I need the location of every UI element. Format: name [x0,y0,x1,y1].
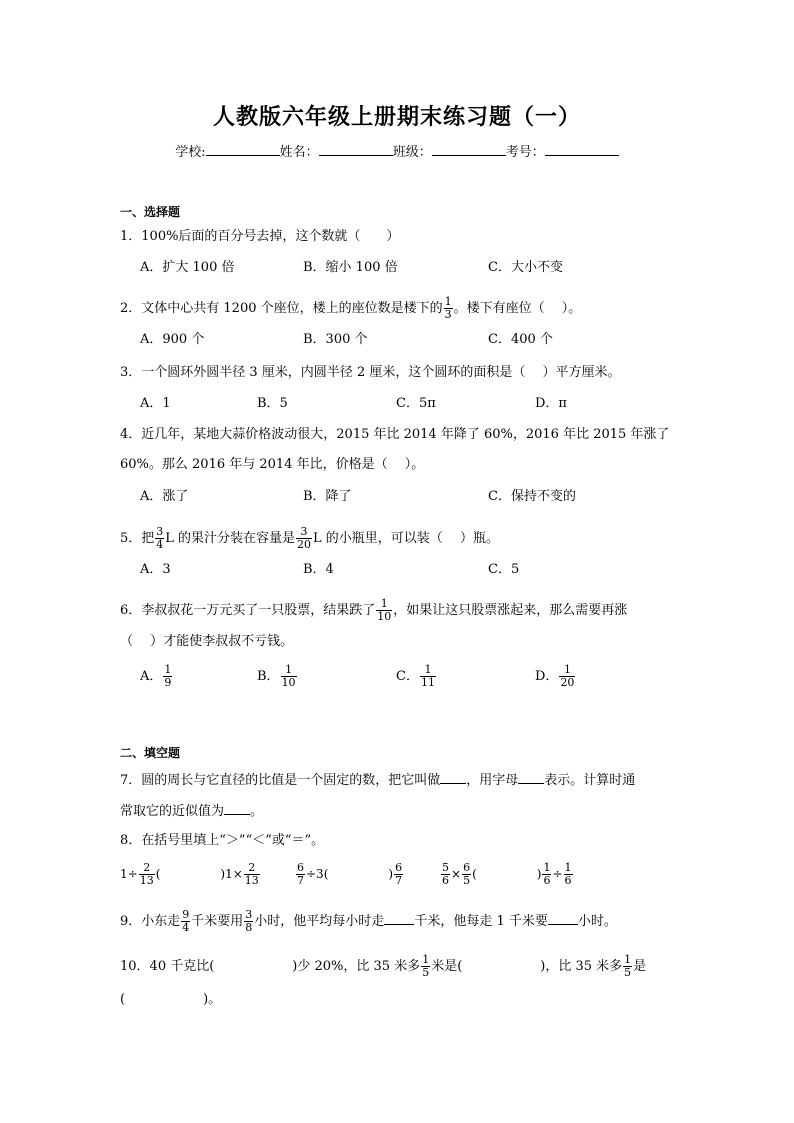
q5-option-b[interactable]: B．4 [303,562,334,577]
class-label: 班级： [392,145,432,160]
denominator: 3 [444,308,452,321]
expr-text: ÷3( ) [306,867,394,881]
q2-text-pre: 2．文体中心共有 1200 个座位，楼上的座位数是楼下的 [120,301,443,316]
numerator: 9 [182,908,190,921]
q6-option-d[interactable] [535,664,576,689]
q6-text-pre: 6．李叔叔花一万元买了一只股票，结果跌了 [120,603,376,618]
q2-option-a[interactable]: A．900 个 [140,332,205,347]
class-blank[interactable] [432,155,506,156]
q7-text-5: 。 [250,804,264,819]
denominator: 13 [244,874,259,887]
q6-option-c[interactable] [396,664,437,689]
option-letter: A． [140,669,163,684]
fraction [462,862,471,887]
section-choice-title: 一、选择题 [120,205,181,219]
numerator: 1 [563,663,571,676]
numerator: 1 [543,861,551,874]
q7-blank-1[interactable] [440,771,466,784]
q7-text-3: 表示。计算时通 [544,773,636,788]
q10-text-1[interactable]: 10．40 千克比( )少 20%，比 35 米多 [120,959,421,974]
page-title: 人教版六年级上册期末练习题（一） [212,104,581,130]
q4-option-b[interactable]: B．降了 [303,489,352,504]
q8-expression-1[interactable] [120,862,261,887]
numerator: 2 [248,861,256,874]
numerator: 3 [300,525,308,538]
q9-fraction-1 [181,909,190,934]
question-7-line-2 [120,802,263,820]
denominator: 4 [156,538,164,551]
expr-text: 1÷ [120,867,138,881]
question-2 [120,296,581,321]
q10-text-2[interactable]: 米是( )，比 35 米多 [431,959,623,974]
q6-option-d-fraction [559,664,575,689]
q7-blank-2[interactable] [518,771,544,784]
q5-text-mid: L 的果汁分装在容量是 [165,531,296,546]
numerator: 3 [156,525,164,538]
numerator: 1 [444,295,452,308]
fraction [139,862,155,887]
question-10-line-2[interactable]: ( )。 [120,992,222,1007]
q7-text-1: 7．圆的周长与它直径的比值是一个固定的数，把它叫做 [120,773,441,788]
q5-fraction-1 [155,526,164,551]
school-blank[interactable] [206,155,280,156]
q5-fraction-2 [296,526,312,551]
expr-text: ( ) [472,867,542,881]
question-3: 3．一个圆环外圆半径 3 厘米，内圆半径 2 厘米，这个圆环的面积是（ ）平方厘米。 [120,365,621,380]
numerator: 1 [285,663,293,676]
question-1: 1．100%后面的百分号去掉，这个数就（ ） [120,229,400,244]
denominator: 7 [297,874,304,887]
question-6-line-1 [120,598,627,623]
fraction [564,862,573,887]
q9-text-5: 小时。 [577,914,617,929]
denominator: 11 [420,676,435,689]
q10-fraction-1 [421,954,430,979]
name-blank[interactable] [319,155,393,156]
fraction [394,862,403,887]
q8-expression-3[interactable] [440,862,574,887]
q5-text-pre: 5．把 [120,531,155,546]
denominator: 10 [377,610,392,623]
q2-text-post: 。楼下有座位（ ）。 [453,301,582,316]
numerator: 6 [395,861,403,874]
fraction [296,862,305,887]
denominator: 6 [442,874,449,887]
q5-option-a[interactable]: A．3 [140,562,171,577]
q6-option-a[interactable] [140,664,173,689]
denominator: 6 [543,874,551,887]
option-letter: D． [535,669,559,684]
q3-option-b[interactable]: B．5 [257,396,288,411]
numerator: 6 [463,861,471,874]
q7-text-2: ，用字母 [466,773,519,788]
question-5 [120,526,499,551]
denominator: 8 [245,921,253,934]
name-label: 姓名： [279,145,319,160]
q7-blank-3[interactable] [224,802,250,815]
denominator: 9 [164,676,172,689]
q10-text-3: 是 [633,959,647,974]
question-7-line-1 [120,771,635,789]
numerator: 1 [424,663,432,676]
q9-blank-1[interactable] [384,912,414,925]
numerator: 1 [624,953,632,966]
expr-text: × [451,867,462,881]
q7-text-4: 常取它的近似值为 [120,804,225,819]
numerator: 6 [297,861,304,874]
numerator: 1 [422,953,430,966]
fraction [244,862,260,887]
denominator: 6 [564,874,572,887]
q9-fraction-2 [244,909,253,934]
q4-option-c[interactable]: C．保持不变的 [488,489,576,504]
q1-option-a[interactable]: A．扩大 100 倍 [140,260,235,275]
numerator: 5 [442,861,449,874]
q6-option-b-fraction [281,664,297,689]
school-label: 学校: [175,145,206,160]
denominator: 7 [395,874,403,887]
q4-option-a[interactable]: A．涨了 [140,489,189,504]
q6-option-a-fraction [163,664,172,689]
denominator: 5 [463,874,471,887]
q6-option-c-fraction [420,664,436,689]
denominator: 20 [560,676,575,689]
q10-fraction-2 [623,954,632,979]
question-6-line-2: （ ）才能使李叔叔不亏钱。 [120,634,294,649]
fraction [441,862,450,887]
q1-option-c[interactable]: C．大小不变 [488,260,563,275]
denominator: 5 [624,966,632,979]
q9-text-3: 小时，他平均每小时走 [254,914,385,929]
student-info-line [0,141,794,160]
question-4-line-2: 60%。那么 2016 年与 2014 年比，价格是（ ）。 [120,457,425,472]
q6-text-post: ，如果让这只股票涨起来，那么需要再涨 [393,603,628,618]
option-letter: C． [396,669,419,684]
q6-option-b[interactable] [257,664,298,689]
section-fill-title: 二、填空题 [120,746,181,760]
expr-text: ÷ [552,867,563,881]
numerator: 1 [380,597,388,610]
expr-text: ( )1× [155,867,243,881]
q2-fraction [444,296,453,321]
q9-text-4: 千米，他每走 1 千米要 [414,914,548,929]
q2-option-c[interactable]: C．400 个 [488,332,553,347]
question-4-line-1: 4．近几年，某地大蒜价格波动很大，2015 年比 2014 年降了 60%，2016 年比 2015 年涨了 [120,427,670,442]
numerator: 3 [245,908,253,921]
denominator: 20 [297,538,312,551]
fraction [542,862,551,887]
q9-blank-2[interactable] [548,912,578,925]
question-8: 8．在括号里填上“＞”“＜”或“＝”。 [120,833,325,848]
q2-option-b[interactable]: B．300 个 [303,332,368,347]
q6-fraction [376,598,392,623]
q9-text-2: 千米要用 [191,914,244,929]
q5-option-c[interactable]: C．5 [488,562,520,577]
denominator: 4 [182,921,190,934]
denominator: 10 [281,676,296,689]
question-9 [120,909,617,934]
q9-text-1: 9．小东走 [120,914,181,929]
numerator: 1 [564,861,572,874]
q3-option-a[interactable]: A．1 [140,396,171,411]
option-letter: B． [257,669,280,684]
q5-text-post: L 的小瓶里，可以装（ ）瓶。 [313,531,499,546]
denominator: 5 [422,966,430,979]
numerator: 1 [164,663,172,676]
denominator: 13 [139,874,154,887]
numerator: 2 [143,861,151,874]
q1-option-b[interactable]: B．缩小 100 倍 [303,260,398,275]
q3-option-d[interactable]: D．π [535,396,567,411]
q3-option-c[interactable]: C．5π [396,396,436,411]
number-blank[interactable] [545,155,619,156]
question-10-line-1 [120,954,646,979]
q8-expression-2[interactable] [295,862,404,887]
number-label: 考号： [505,145,545,160]
